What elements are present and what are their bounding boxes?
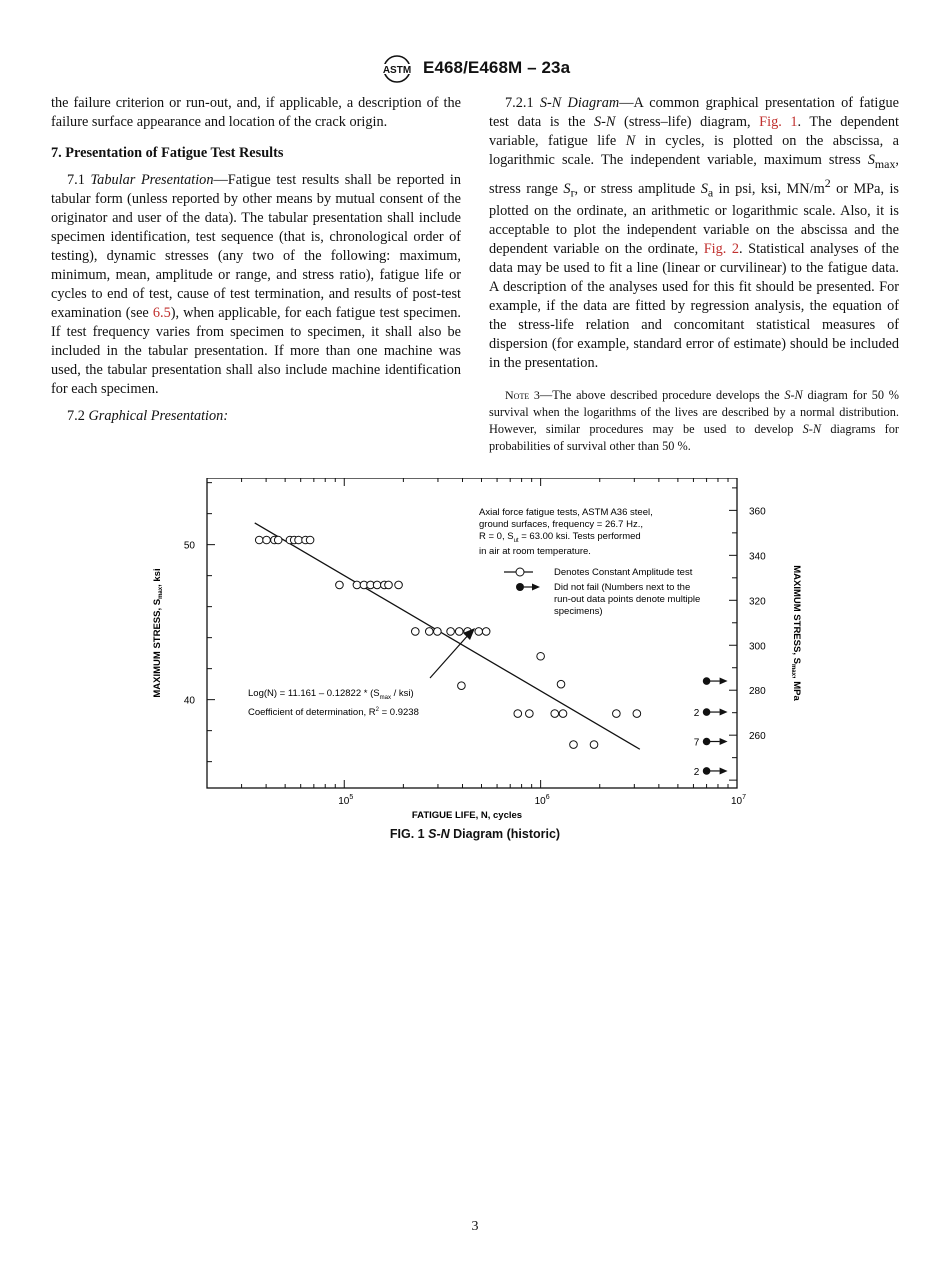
text-sn: S-N xyxy=(802,422,822,437)
paragraph-7-1-text-end: ), when applicable, for each fatigue test specimen. If test frequency varies from specimen to specimen, it shall also be included in the tabular presentation. If more than one machine was used, the tabular presentation shall also include machine identification for each specimen. xyxy=(51,305,461,397)
continuation-paragraph: the failure criterion or run-out, and, if applicable, a description of the failure surface appearance and location of the crack origin. xyxy=(51,95,461,130)
text-run: (stress–life) diagram, xyxy=(615,114,760,130)
runout-arrow-head-icon xyxy=(720,767,728,774)
paragraph-7-1 xyxy=(51,171,461,399)
data-point-open-circle xyxy=(570,741,578,749)
legend-label-did-not-fail-2: run-out data points denote multiple xyxy=(554,594,701,605)
text-run: or MPa, is plotted on the ordinate, an arithmetic or logarithmic scale. Also, it is acceptable to plot the independent variable on the abscissa and the dependent variable on the ordinate, xyxy=(489,180,899,258)
runout-arrow-head-icon xyxy=(720,738,728,745)
test-info-line-1: Axial force fatigue tests, ASTM A36 steel, xyxy=(479,507,653,518)
paragraph-7-2-1-number: 7.2.1 xyxy=(505,95,534,111)
data-point-open-circle xyxy=(557,680,565,688)
data-point-open-circle xyxy=(373,581,381,589)
data-point-open-circle xyxy=(590,741,598,749)
data-point-open-circle xyxy=(526,710,534,718)
paragraph-7-2 xyxy=(51,407,461,426)
y2-tick-label: 280 xyxy=(749,686,766,698)
runout-point-filled-circle xyxy=(703,708,711,716)
text-run: —The above described procedure develops the xyxy=(539,388,785,403)
runout-count-label: 7 xyxy=(693,737,700,749)
figure-1 xyxy=(148,478,808,823)
data-point-open-circle xyxy=(455,628,463,636)
data-point-open-circle xyxy=(434,628,442,636)
data-point-open-circle xyxy=(537,652,545,660)
test-info-line-3: R = 0, $S_{ut} = 63.00$ ksi. Tests performed xyxy=(479,531,641,544)
text-run: in cycles, is plotted on the abscissa, a logarithmic scale. The independent variable, maximum stress xyxy=(489,133,899,168)
data-point-open-circle xyxy=(514,710,522,718)
text-run: diagrams for probabilities of survival other than 50 %. xyxy=(489,422,900,454)
subscript-r: r xyxy=(570,185,575,200)
data-point-open-circle xyxy=(482,628,490,636)
x-axis-label: FATIGUE LIFE, N, cycles xyxy=(411,810,523,821)
symbol-s: S xyxy=(867,152,875,168)
axis-ticks xyxy=(184,478,766,807)
text-run: in psi, ksi, MN/m xyxy=(713,180,825,197)
note-3 xyxy=(489,387,899,455)
paragraph-7-2-1 xyxy=(489,94,899,373)
runout-arrow-head-icon xyxy=(720,678,728,685)
data-point-open-circle xyxy=(295,536,303,544)
legend-filled-circle-icon xyxy=(516,583,524,591)
paragraph-7-1-title: Tabular Presentation xyxy=(90,172,214,188)
data-point-open-circle xyxy=(263,536,271,544)
logo-text: ASTM xyxy=(382,65,412,76)
symbol-s: S xyxy=(700,180,708,197)
ref-fig-2[interactable]: Fig. 2 xyxy=(703,241,740,258)
runout-count-label: 2 xyxy=(693,766,700,778)
test-info-line-2: ground surfaces, frequency = 26.7 Hz., xyxy=(479,519,643,530)
ref-fig-1[interactable]: Fig. 1 xyxy=(759,114,798,130)
data-point-open-circle xyxy=(425,628,433,636)
y2-tick-label: 260 xyxy=(749,731,766,743)
legend-label-did-not-fail-1: Did not fail (Numbers next to the xyxy=(554,582,691,593)
caption-suffix: Diagram (historic) xyxy=(449,827,561,841)
data-point-open-circle xyxy=(551,710,559,718)
data-point-open-circle xyxy=(395,581,403,589)
y-axis-label: MAXIMUM STRESS, $S_{max}$, ksi xyxy=(152,568,164,698)
y2-tick-label: 360 xyxy=(749,506,766,518)
data-point-open-circle xyxy=(633,710,641,718)
data-point-open-circle xyxy=(559,710,567,718)
text-run: —A common graphical presentation of fatigue test data is the xyxy=(489,95,900,130)
paragraph-7-1-text: —Fatigue test results shall be reported in tabular form (unless reported by other means by mutual consent of the originator and user of the data). The tabular presentation shall include specimen identification, test sequence (that is, chronological order of testing), dynamic stresses (any two of the following: maximum, minimum, mean, amplitude or range, and stress ratio), fatigue life or cycles to end of test, cause of test termination, and results of post-test examination (see xyxy=(51,172,461,321)
data-point-open-circle xyxy=(336,581,344,589)
data-point-open-circle xyxy=(475,628,483,636)
coefficient-of-determination: Coefficient of determination, $R^2 = 0.9238$ xyxy=(248,707,419,718)
astm-logo-icon xyxy=(377,54,417,84)
y2-tick-label: 300 xyxy=(749,641,766,653)
x-tick-label: $10^7$ xyxy=(731,794,747,807)
test-info-annotation xyxy=(479,507,653,557)
data-point-open-circle xyxy=(353,581,361,589)
note-label: Note 3 xyxy=(505,388,540,403)
left-column xyxy=(51,94,461,426)
symbol-s: S xyxy=(563,180,571,197)
text-run: , or stress amplitude xyxy=(574,180,701,197)
x-tick-label: $10^6$ xyxy=(534,794,550,807)
runout-point-filled-circle xyxy=(703,738,711,746)
paragraph-7-1-number: 7.1 xyxy=(67,172,85,188)
legend-open-circle-icon xyxy=(516,568,524,576)
legend-label-constant-amplitude: Denotes Constant Amplitude test xyxy=(554,567,693,578)
paragraph-7-2-1-title: S-N Diagram xyxy=(539,95,620,111)
data-point-open-circle xyxy=(255,536,263,544)
sn-diagram-chart xyxy=(148,478,808,823)
subscript-a: a xyxy=(707,185,714,200)
caption-italic: S-N xyxy=(428,827,450,841)
legend-label-did-not-fail-3: specimens) xyxy=(554,606,603,617)
text-sn: S-N xyxy=(784,388,803,403)
text-run: , stress range xyxy=(489,152,899,197)
page-number: 3 xyxy=(471,1219,479,1234)
y-tick-label: 50 xyxy=(183,540,195,552)
standard-designation: E468/E468M – 23a xyxy=(423,58,571,77)
data-point-open-circle xyxy=(385,581,393,589)
data-point-open-circle xyxy=(447,628,455,636)
regression-equation: $Log(N) = 11.161 - 0.12822 * (S_{max} / ksi)$ xyxy=(248,688,414,701)
runout-point-filled-circle xyxy=(703,767,711,775)
right-column xyxy=(489,94,899,455)
superscript-2: 2 xyxy=(824,175,831,190)
y-tick-label: 40 xyxy=(183,695,195,707)
data-point-open-circle xyxy=(458,682,466,690)
figure-1-caption xyxy=(0,827,950,841)
text-n: N xyxy=(625,133,636,149)
data-point-open-circle xyxy=(613,710,621,718)
paragraph-7-2-number: 7.2 xyxy=(67,408,85,424)
chart-legend xyxy=(504,567,700,617)
text-run: . Statistical analyses of the data may be used to fit a line (linear or curvilinear) to the fatigue data. A description of the analyses used for this fit should be presented. For example, if the data are fitted by regression analysis, the equation of the stress-life relation and concomitant statistical measures of dispersion (for example, standard error of estimate) should be included in the presentation. xyxy=(489,241,899,372)
data-point-open-circle xyxy=(274,536,282,544)
data-point-open-circle xyxy=(411,628,419,636)
section-7-title: 7. Presentation of Fatigue Test Results xyxy=(51,145,284,161)
paragraph-7-2-title: Graphical Presentation: xyxy=(88,408,229,424)
y2-tick-label: 340 xyxy=(749,551,766,563)
runout-arrow-head-icon xyxy=(720,709,728,716)
text-run: diagram for 50 % survival when the logarithms of the lives are described by a normal distribution. However, similar procedures may be used to develop xyxy=(489,388,900,437)
y2-tick-label: 320 xyxy=(749,596,766,608)
equation-pointer-arrow xyxy=(430,633,470,678)
page-header xyxy=(0,54,950,84)
ref-section-6-5[interactable]: 6.5 xyxy=(152,305,171,321)
legend-arrow-head-icon xyxy=(532,584,540,591)
data-point-open-circle xyxy=(306,536,314,544)
runout-count-label: 2 xyxy=(693,708,700,720)
caption-prefix: FIG. 1 xyxy=(389,827,429,841)
test-info-line-4: in air at room temperature. xyxy=(479,546,591,557)
text-sn: S-N xyxy=(594,114,616,130)
x-tick-label: $10^5$ xyxy=(338,794,354,807)
subscript-max: max xyxy=(874,156,896,171)
runout-point-filled-circle xyxy=(703,677,711,685)
text-run: . The dependent variable, fatigue life xyxy=(489,114,899,149)
data-marks xyxy=(255,523,728,778)
y2-axis-label: MAXIMUM STRESS, $S_{max}$, MPa xyxy=(790,565,802,701)
